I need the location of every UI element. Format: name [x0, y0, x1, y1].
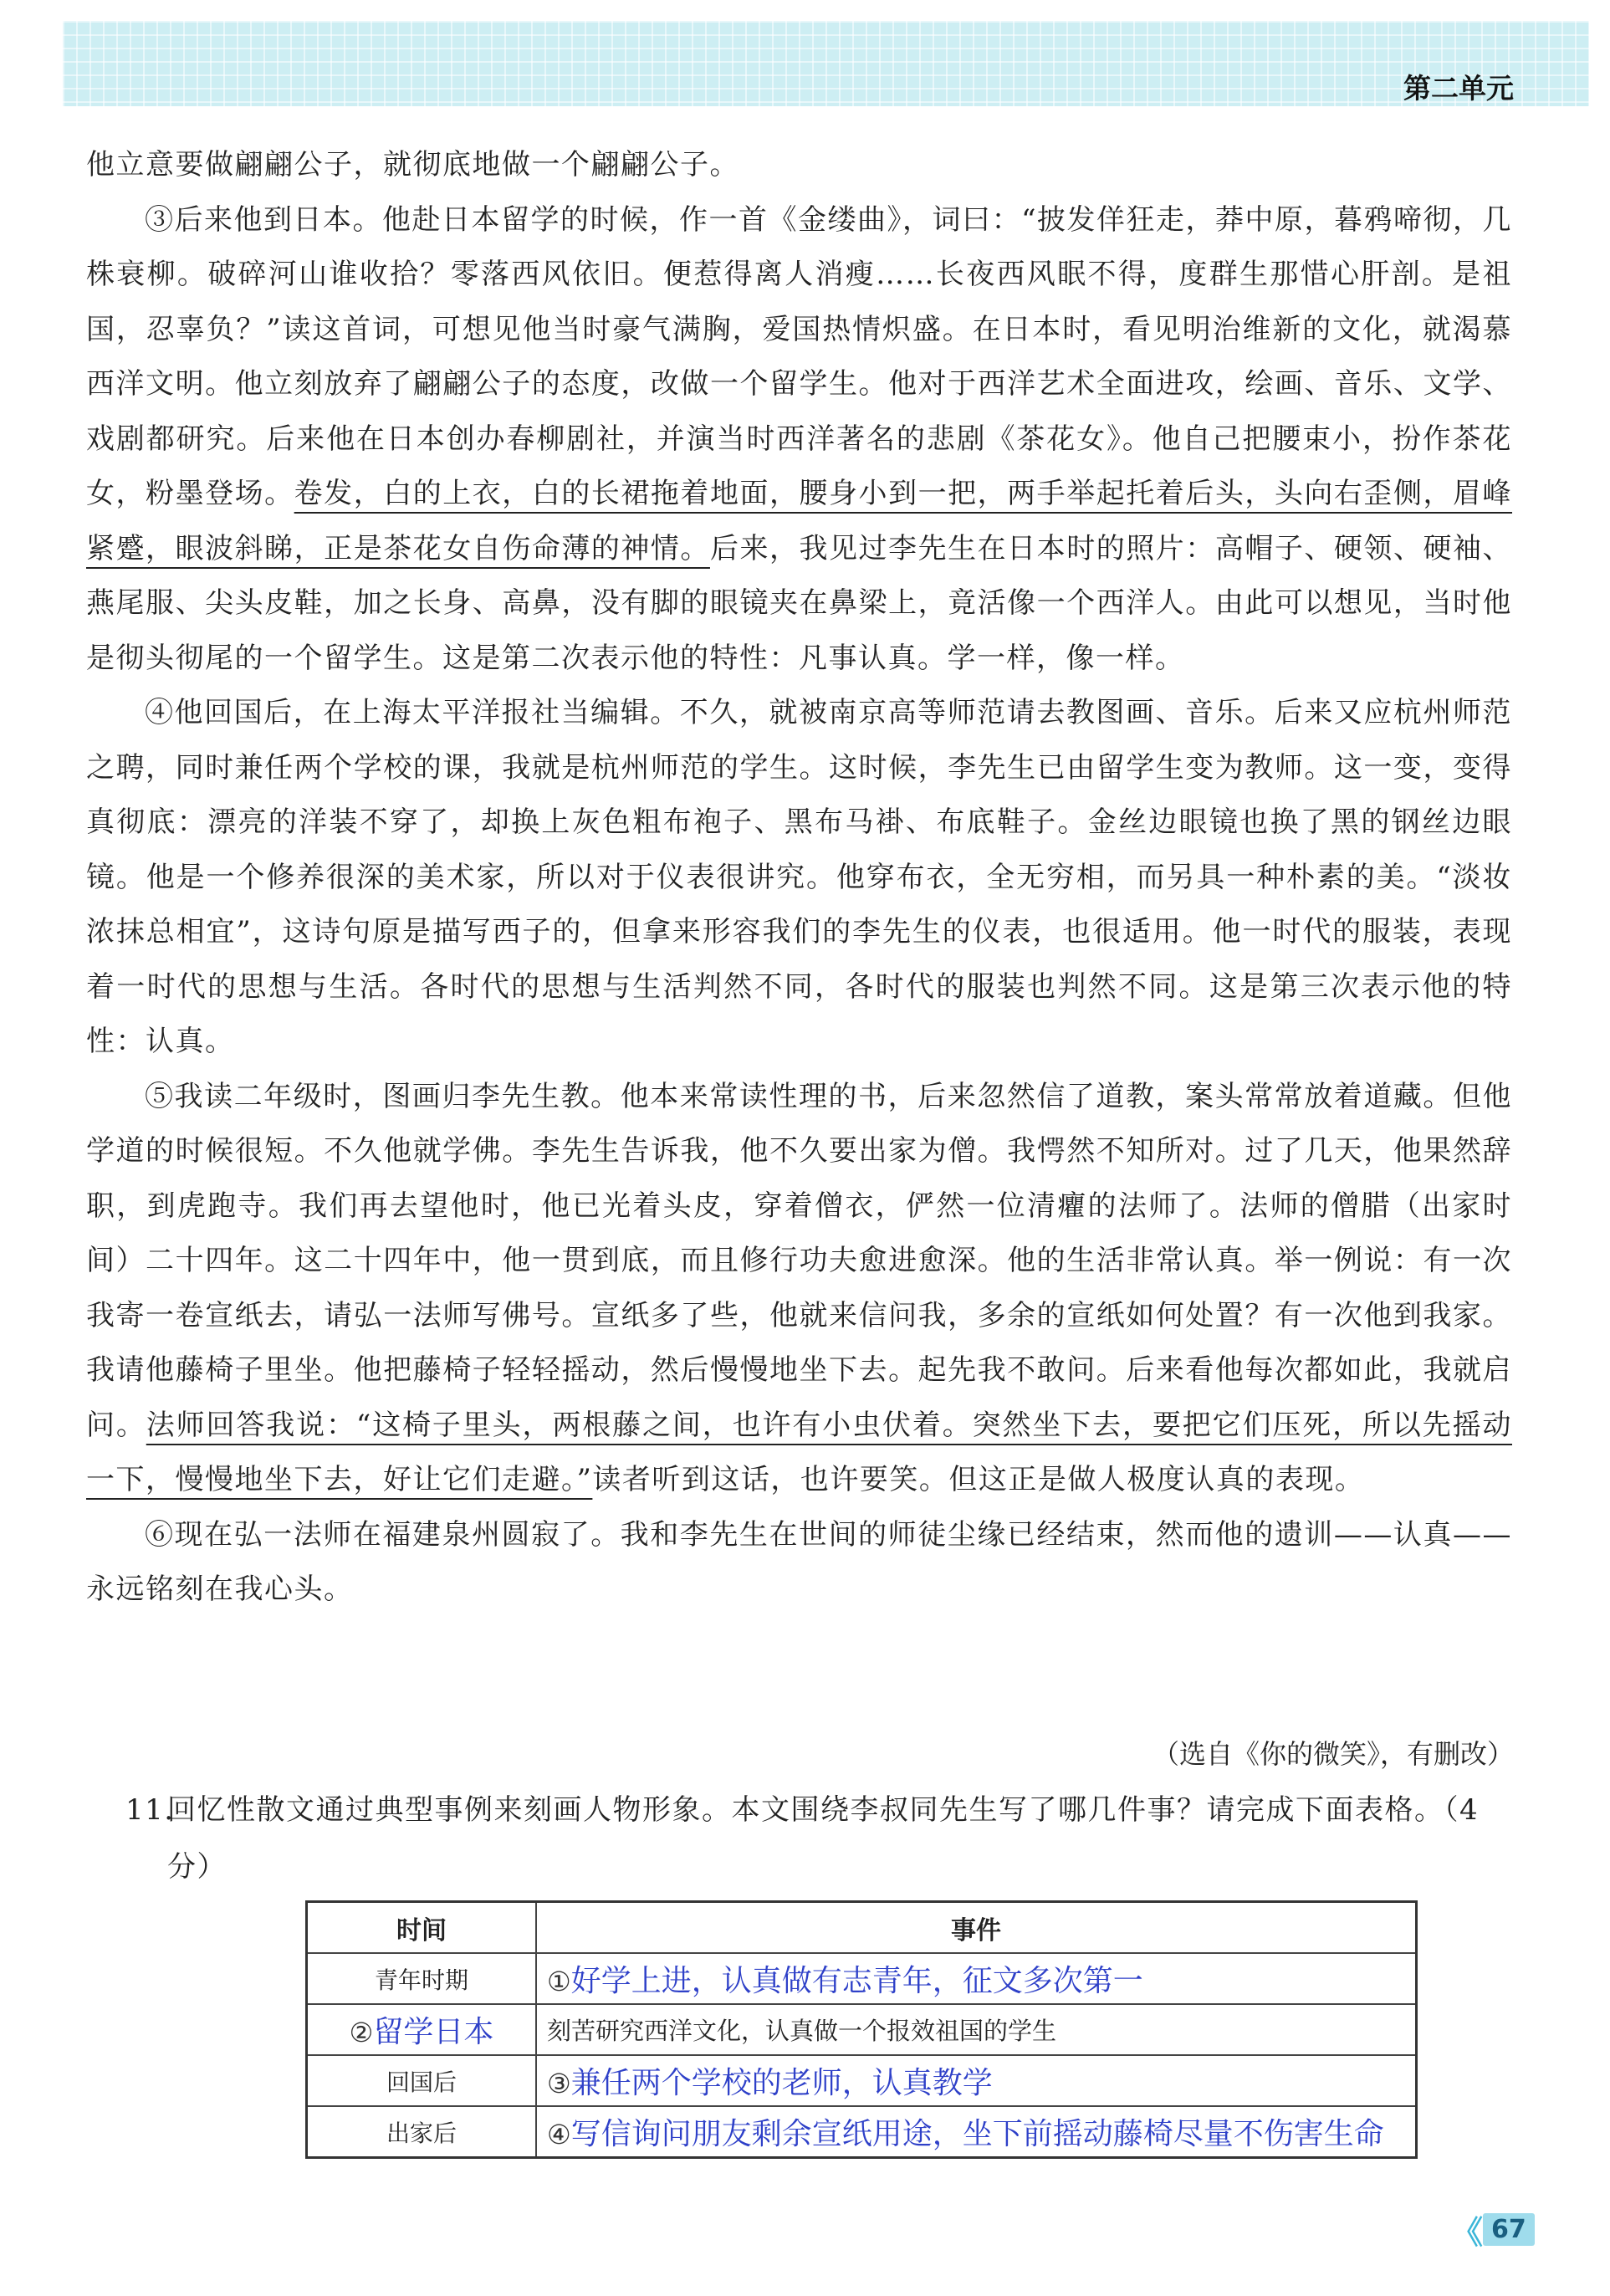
- question-11: [125, 1782, 1512, 1895]
- question-text: 回忆性散文通过典型事例来刻画人物形象。本文围绕李叔同先生写了哪几件事？请完成下面表格。（4 分）: [167, 1793, 1480, 1884]
- row-2-time-cell[interactable]: [307, 2004, 537, 2055]
- question-number: 11.: [125, 1793, 175, 1827]
- paragraph-5: [86, 1070, 1512, 1508]
- answer-marker: ①: [547, 1966, 571, 1997]
- paragraph-2-end: 他立意要做翩翩公子，就彻底地做一个翩翩公子。: [86, 148, 739, 182]
- row-4-time: 出家后: [307, 2106, 537, 2158]
- paragraph-3-text-a: ③后来他到日本。他赴日本留学的时候，作一首《金缕曲》，词曰：“披发佯狂走，莽中原，暮鸦啼彻，几株衰柳。破碎河山谁收拾？零落西风依旧。便惹得离人消瘦……长夜西风眠不得，度群生那惜心肝剖。是祖国，忍辜负？”读这首词，可想见他当时豪气满胸，爱国热情炽盛。在日本时，看见明治维新的文化，就渴慕西洋文明。他立刻放弃了翩翩公子的态度，改做一个留学生。他对于西洋艺术全面进攻，绘画、音乐、文学、戏剧都研究。后来他在日本创办春柳剧社，并演当时西洋著名的悲剧《茶花女》。他自己把腰束小，扮作茶花女，粉墨登场。: [86, 202, 1512, 510]
- paragraph-5-underlined: 法师回答我说：“这椅子里头，两根藤之间，也许有小虫伏着。突然坐下去，要把它们压死，所以先摇动一下，慢慢地坐下去，好让它们走避。”: [86, 1408, 1512, 1496]
- table-row: [307, 2106, 1417, 2158]
- paragraph-3: [86, 193, 1512, 687]
- header-event: 事件: [536, 1902, 1417, 1954]
- answer-marker: ②: [349, 2017, 374, 2048]
- paragraph-3-text-b: 后来，我见过李先生在日本时的照片：高帽子、硬领、硬袖、燕尾服、尖头皮鞋，加之长身、高鼻，没有脚的眼镜夹在鼻梁上，竟活像一个西洋人。由此可以想见，当时他是彻头彻尾的一个留学生。这是第二次表示他的特性：凡事认真。学一样，像一样。: [86, 531, 1513, 675]
- paragraph-6: ⑥现在弘一法师在福建泉州圆寂了。我和李先生在世间的师徒尘缘已经结束，然而他的遗训——认真——永远铭刻在我心头。: [86, 1517, 1512, 1606]
- row-4-event-cell[interactable]: [536, 2106, 1417, 2158]
- handwritten-answer: 好学上进，认真做有志青年，征文多次第一: [570, 1964, 1143, 1998]
- answer-marker: ④: [547, 2119, 571, 2150]
- handwritten-answer: 兼任两个学校的老师，认真教学: [570, 2066, 993, 2100]
- table-header-row: [307, 1902, 1417, 1954]
- row-3-time: 回国后: [307, 2055, 537, 2106]
- header-band: [63, 21, 1589, 106]
- source-citation: （选自《你的微笑》，有删改）: [1152, 1738, 1514, 1770]
- table-row: [307, 1953, 1417, 2004]
- page-number: [1451, 2207, 1535, 2253]
- row-1-time: 青年时期: [307, 1953, 537, 2004]
- paragraph-5-text-a: ⑤我读二年级时，图画归李先生教。他本来常读性理的书，后来忽然信了道教，案头常常放着道藏。但他学道的时候很短。不久他就学佛。李先生告诉我，他不久要出家为僧。我愕然不知所对。过了几天，他果然辞职，到虎跑寺。我们再去望他时，他已光着头皮，穿着僧衣，俨然一位清癯的法师了。法师的僧腊（出家时间）二十四年。这二十四年中，他一贯到底，而且修行功夫愈进愈深。他的生活非常认真。举一例说：有一次我寄一卷宣纸去，请弘一法师写佛号。宣纸多了些，他就来信问我，多余的宣纸如何处置？有一次他到我家。我请他藤椅子里坐。他把藤椅子轻轻摇动，然后慢慢地坐下去。起先我不敢问。后来看他每次都如此，我就启问。: [86, 1079, 1512, 1442]
- table-row: [307, 2004, 1417, 2055]
- page-number-box: 67: [1483, 2213, 1535, 2246]
- paragraph-5-text-b: 读者听到这话，也许要笑。但这正是做人极度认真的表现。: [592, 1463, 1365, 1496]
- answer-marker: ③: [547, 2068, 571, 2099]
- row-1-event-cell[interactable]: [536, 1953, 1417, 2004]
- handwritten-answer: 写信询问朋友剩余宣纸用途，坐下前摇动藤椅尽量不伤害生命: [570, 2117, 1384, 2151]
- row-2-event: 刻苦研究西洋文化，认真做一个报效祖国的学生: [536, 2004, 1417, 2055]
- unit-title: 第二单元: [1403, 72, 1514, 105]
- chevron-left-icon: 《: [1451, 2214, 1477, 2251]
- table-row: [307, 2055, 1417, 2106]
- row-3-event-cell[interactable]: [536, 2055, 1417, 2106]
- handwritten-answer: 留学日本: [373, 2015, 494, 2049]
- paragraph-3-underlined: 卷发，白的上衣，白的长裙拖着地面，腰身小到一把，两手举起托着后头，头向右歪侧，眉峰紧蹙，眼波斜睇，正是茶花女自伤命薄的神情。: [86, 477, 1513, 565]
- events-table: [305, 1900, 1418, 2159]
- header-time: 时间: [307, 1902, 537, 1954]
- article-body: [86, 138, 1512, 1618]
- paragraph-4: ④他回国后，在上海太平洋报社当编辑。不久，就被南京高等师范请去教图画、音乐。后来又应杭州师范之聘，同时兼任两个学校的课，我就是杭州师范的学生。这时候，李先生已由留学生变为教师。这一变，变得真彻底：漂亮的洋装不穿了，却换上灰色粗布袍子、黑布马褂、布底鞋子。金丝边眼镜也换了黑的钢丝边眼镜。他是一个修养很深的美术家，所以对于仪表很讲究。他穿布衣，全无穷相，而另具一种朴素的美。“淡妆浓抹总相宜”，这诗句原是描写西子的，但拿来形容我们的李先生的仪表，也很适用。他一时代的服装，表现着一时代的思想与生活。各时代的思想与生活判然不同，各时代的服装也判然不同。这是第三次表示他的特性：认真。: [86, 696, 1512, 1058]
